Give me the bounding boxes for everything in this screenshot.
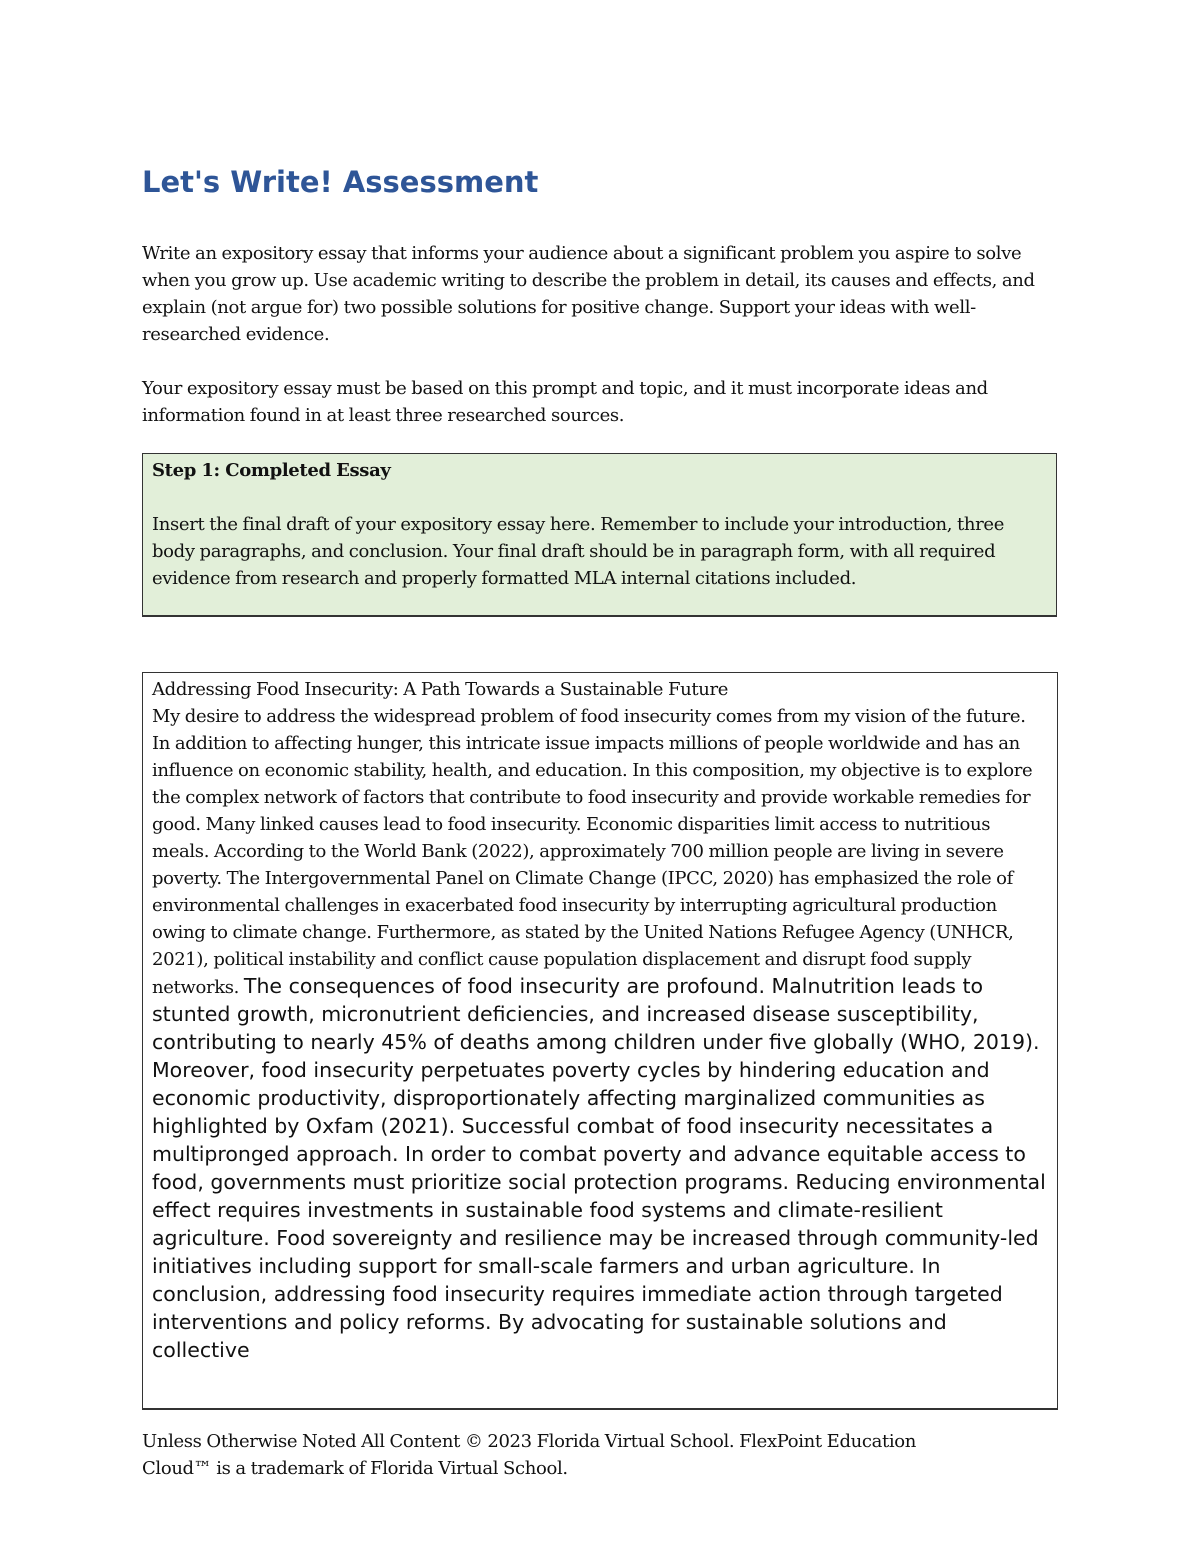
essay-body — [152, 703, 1048, 1365]
instructions — [142, 240, 1072, 429]
instructions-paragraph-2: Your expository essay must be based on this prompt and topic, and it must incorporate ideas and information found in at least three researched sources. — [142, 378, 988, 426]
footer-line-1: Unless Otherwise Noted All Content © 2023 Florida Virtual School. FlexPoint Education — [142, 1431, 917, 1452]
essay-text-area[interactable] — [142, 672, 1058, 1410]
footer-line-2: Cloud™ is a trademark of Florida Virtual School. — [142, 1458, 568, 1479]
essay-body-serif: My desire to address the widespread problem of food insecurity comes from my vision of the future. In addition to affecting hunger, this intricate issue impacts millions of people worldwide and has an influence on economic stability, health, and education. In this composition, my objective is to explore the complex network of factors that contribute to food insecurity and provide workable remedies for good. Many linked causes lead to food insecurity. Economic disparities limit access to nutritious meals. According to the World Bank (2022), approximately 700 million people are living in severe poverty. The Intergovernmental Panel on Climate Change (IPCC, 2020) has emphasized the role of environmental challenges in exacerbated food insecurity by interrupting agricultural production owing to climate change. Furthermore, as stated by the United Nations Refugee Agency (UNHCR, 2021), political instability and conflict cause population displacement and disrupt food supply networks. — [152, 706, 1033, 998]
instructions-paragraph-1: Write an expository essay that informs your audience about a significant problem you aspire to solve when you grow up. Use academic writing to describe the problem in detail, its causes and effects, and explain (not argue for) two possible solutions for positive change. Support your ideas with well-researched evidence. — [142, 243, 1035, 345]
step-1-box — [142, 453, 1057, 617]
essay-title: Addressing Food Insecurity: A Path Towards a Sustainable Future — [152, 679, 729, 700]
copyright-footer — [142, 1428, 1042, 1482]
page-title: Let's Write! Assessment — [142, 165, 539, 199]
step-1-instructions: Insert the final draft of your expository essay here. Remember to include your introduction, three body paragraphs, and conclusion. Your final draft should be in paragraph form, with all required evidence from research and properly formatted MLA internal citations included. — [152, 514, 1005, 589]
essay-body-sans: The consequences of food insecurity are profound. Malnutrition leads to stunted growth, micronutrient deficiencies, and increased disease susceptibility, contributing to nearly 45% of deaths among children under five globally (WHO, 2019). Moreover, food insecurity perpetuates poverty cycles by hindering education and economic productivity, disproportionately affecting marginalized communities as highlighted by Oxfam (2021). Successful combat of food insecurity necessitates a multipronged approach. In order to combat poverty and advance equitable access to food, governments must prioritize social protection programs. Reducing environmental effect requires investments in sustainable food systems and climate-resilient agriculture. Food sovereignty and resilience may be increased through community-led initiatives including support for small-scale farmers and urban agriculture. In conclusion, addressing food insecurity requires immediate action through targeted interventions and policy reforms. By advocating for sustainable solutions and collective — [152, 974, 1046, 1362]
step-1-heading: Step 1: Completed Essay — [152, 460, 391, 481]
